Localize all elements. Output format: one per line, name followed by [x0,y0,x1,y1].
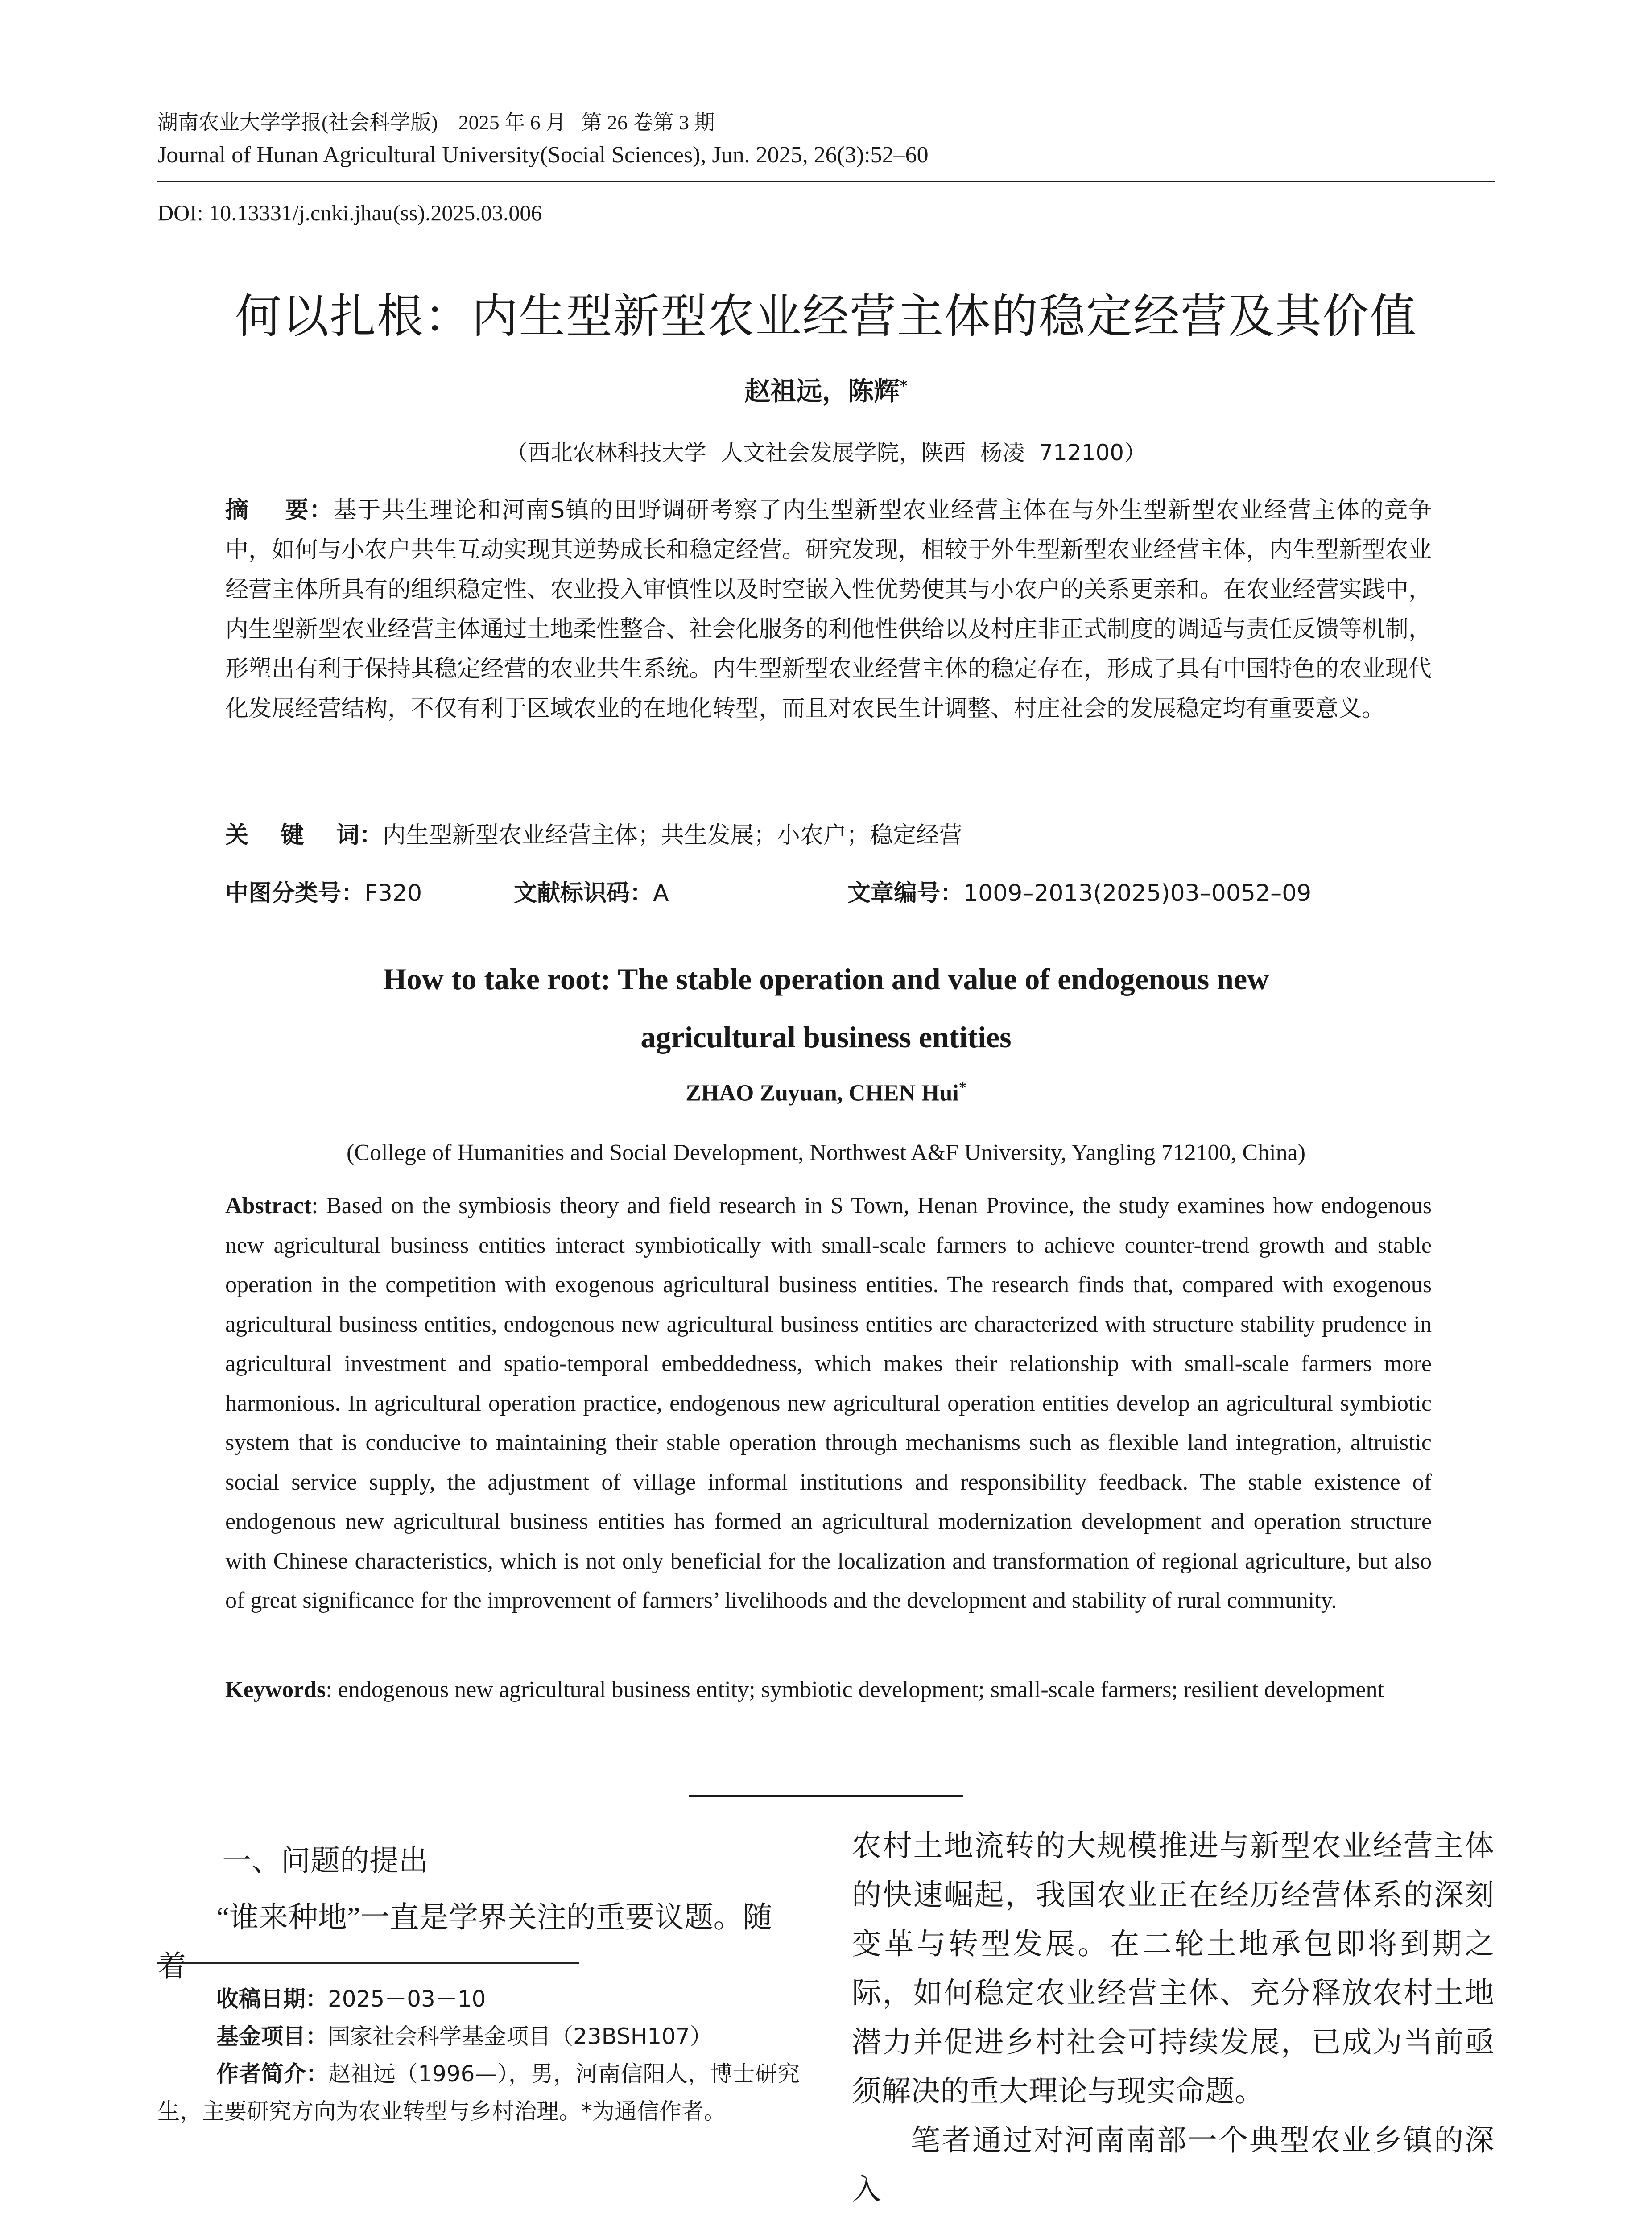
body-left-column [157,1893,800,1991]
journal-header-en: Journal of Hunan Agricultural University(Social Sciences), Jun. 2025, 26(3):52–60 [157,142,929,168]
keywords-en-label: Keywords [225,1677,326,1702]
body-right-column [852,1822,1494,2214]
article-number-label: 文章编号： [847,880,964,907]
body-paragraph: 农村土地流转的大规模推进与新型农业经营主体的快速崛起，我国农业正在经历经营体系的深刻变革与转型发展。在二轮土地承包即将到期之际，如何稳定农业经营主体、充分释放农村土地潜力并促进乡村社会可持续发展，已成为当前亟须解决的重大理论与现实命题。 [852,1830,1494,2108]
doc-value: A [653,880,669,907]
footnote-fund [157,2018,800,2055]
doc-label: 文献标识码： [514,880,653,907]
footnote-received [157,1980,800,2018]
section-divider [689,1795,963,1797]
corresponding-mark-en: * [958,1079,966,1096]
footnote-author [157,2055,800,2130]
header-rule [157,181,1495,182]
body-paragraph: 笔者通过对河南南部一个典型农业乡镇的深入 [852,2124,1494,2206]
keywords-cn-label: 关 键 词： [225,822,383,849]
doi[interactable]: DOI: 10.13331/j.cnki.jhau(ss).2025.03.006 [157,200,542,225]
keywords-cn-text: 内生型新型农业经营主体；共生发展；小农户；稳定经营 [382,822,962,849]
paper-title-en-line1: How to take root: The stable operation and value of endogenous new [383,962,1269,996]
paper-title-en [0,950,1652,1066]
authors-en [0,1079,1652,1106]
section-heading: 一、问题的提出 [222,1843,428,1878]
body-paragraph: “谁来种地”一直是学界关注的重要议题。随着 [157,1901,772,1983]
author-bio-label: 作者简介： [216,2061,329,2087]
author-names-cn: 赵祖远，陈辉 [744,376,900,406]
authors-cn [0,370,1652,408]
keywords-en [225,1670,1432,1710]
received-label: 收稿日期： [216,1986,328,2012]
fund-value: 国家社会科学基金项目（23BSH107） [328,2024,712,2049]
journal-header-cn: 湖南农业大学学报(社会科学版) 2025 年 6 月 第 26 卷第 3 期 [157,111,715,134]
affiliation-cn: （西北农林科技大学 人文社会发展学院，陕西 杨凌 712100） [505,440,1147,466]
clc-value: F320 [364,880,422,907]
article-number-value: 1009–2013(2025)03–0052–09 [963,880,1312,907]
paper-title-cn: 何以扎根：内生型新型农业经营主体的稳定经营及其价值 [235,289,1417,343]
fund-label: 基金项目： [216,2024,328,2049]
abstract-en-text: : Based on the symbiosis theory and field research in S Town, Henan Province, the study examines how endogenous new agricultural business entities interact symbiotically with small-scale farmers to achieve counter-trend growth and stable operation in the competition with exogenous agricultural business entities. The research finds that, compared with exogenous agricultural business entities, endogenous new agricultural business entities are characterized with structure stability prudence in agricultural investment and spatio-temporal embeddedness, which makes their relationship with small-scale farmers more harmonious. In agricultural operation practice, endogenous new agricultural operation entities develop an agricultural symbiotic system that is conducive to maintaining their stable operation through mechanisms such as flexible land integration, altruistic social service supply, the adjustment of village informal institutions and responsibility feedback. The stable existence of endogenous new agricultural business entities has formed an agricultural modernization development and operation structure with Chinese characteristics, which is not only beneficial for the localization and transformation of regional agriculture, but also of great significance for the improvement of farmers’ livelihoods and the development and stability of rural community. [225,1193,1432,1613]
abstract-cn-text: 基于共生理论和河南S镇的田野调研考察了内生型新型农业经营主体在与外生型新型农业经营主体的竞争中，如何与小农户共生互动实现其逆势成长和稳定经营。研究发现，相较于外生型新型农业经营主体，内生型新型农业经营主体所具有的组织稳定性、农业投入审慎性以及时空嵌入性优势使其与小农户的关系更亲和。在农业经营实践中，内生型新型农业经营主体通过土地柔性整合、社会化服务的利他性供给以及村庄非正式制度的调适与责任反馈等机制，形塑出有利于保持其稳定经营的农业共生系统。内生型新型农业经营主体的稳定存在，形成了具有中国特色的农业现代化发展经营结构，不仅有利于区域农业的在地化转型，而且对农民生计调整、村庄社会的发展稳定均有重要意义。 [225,497,1432,722]
abstract-cn-label: 摘 要： [225,497,334,524]
doc-code [514,874,669,908]
keywords-en-text: : endogenous new agricultural business entity; symbiotic development; small-scale farmers; resilient development [326,1677,1384,1702]
author-names-en: ZHAO Zuyuan, CHEN Hui [686,1080,959,1106]
abstract-en-label: Abstract [225,1193,312,1218]
received-value: 2025－03－10 [328,1986,486,2012]
corresponding-mark-cn: * [900,377,908,395]
footnote-rule [157,1962,579,1964]
clc-code [225,874,422,908]
clc-label: 中图分类号： [225,880,365,907]
keywords-cn [225,816,1432,850]
author-bio-value: 赵祖远（1996—），男，河南信阳人，博士研究生，主要研究方向为农业转型与乡村治理。*为通信作者。 [157,2061,800,2124]
paper-title-en-line2: agricultural business entities [640,1020,1012,1054]
abstract-en [225,1186,1432,1621]
article-number [847,874,1311,908]
affiliation-en: (College of Humanities and Social Development, Northwest A&F University, Yangling 712100, China) [346,1140,1306,1165]
abstract-cn [225,491,1432,729]
